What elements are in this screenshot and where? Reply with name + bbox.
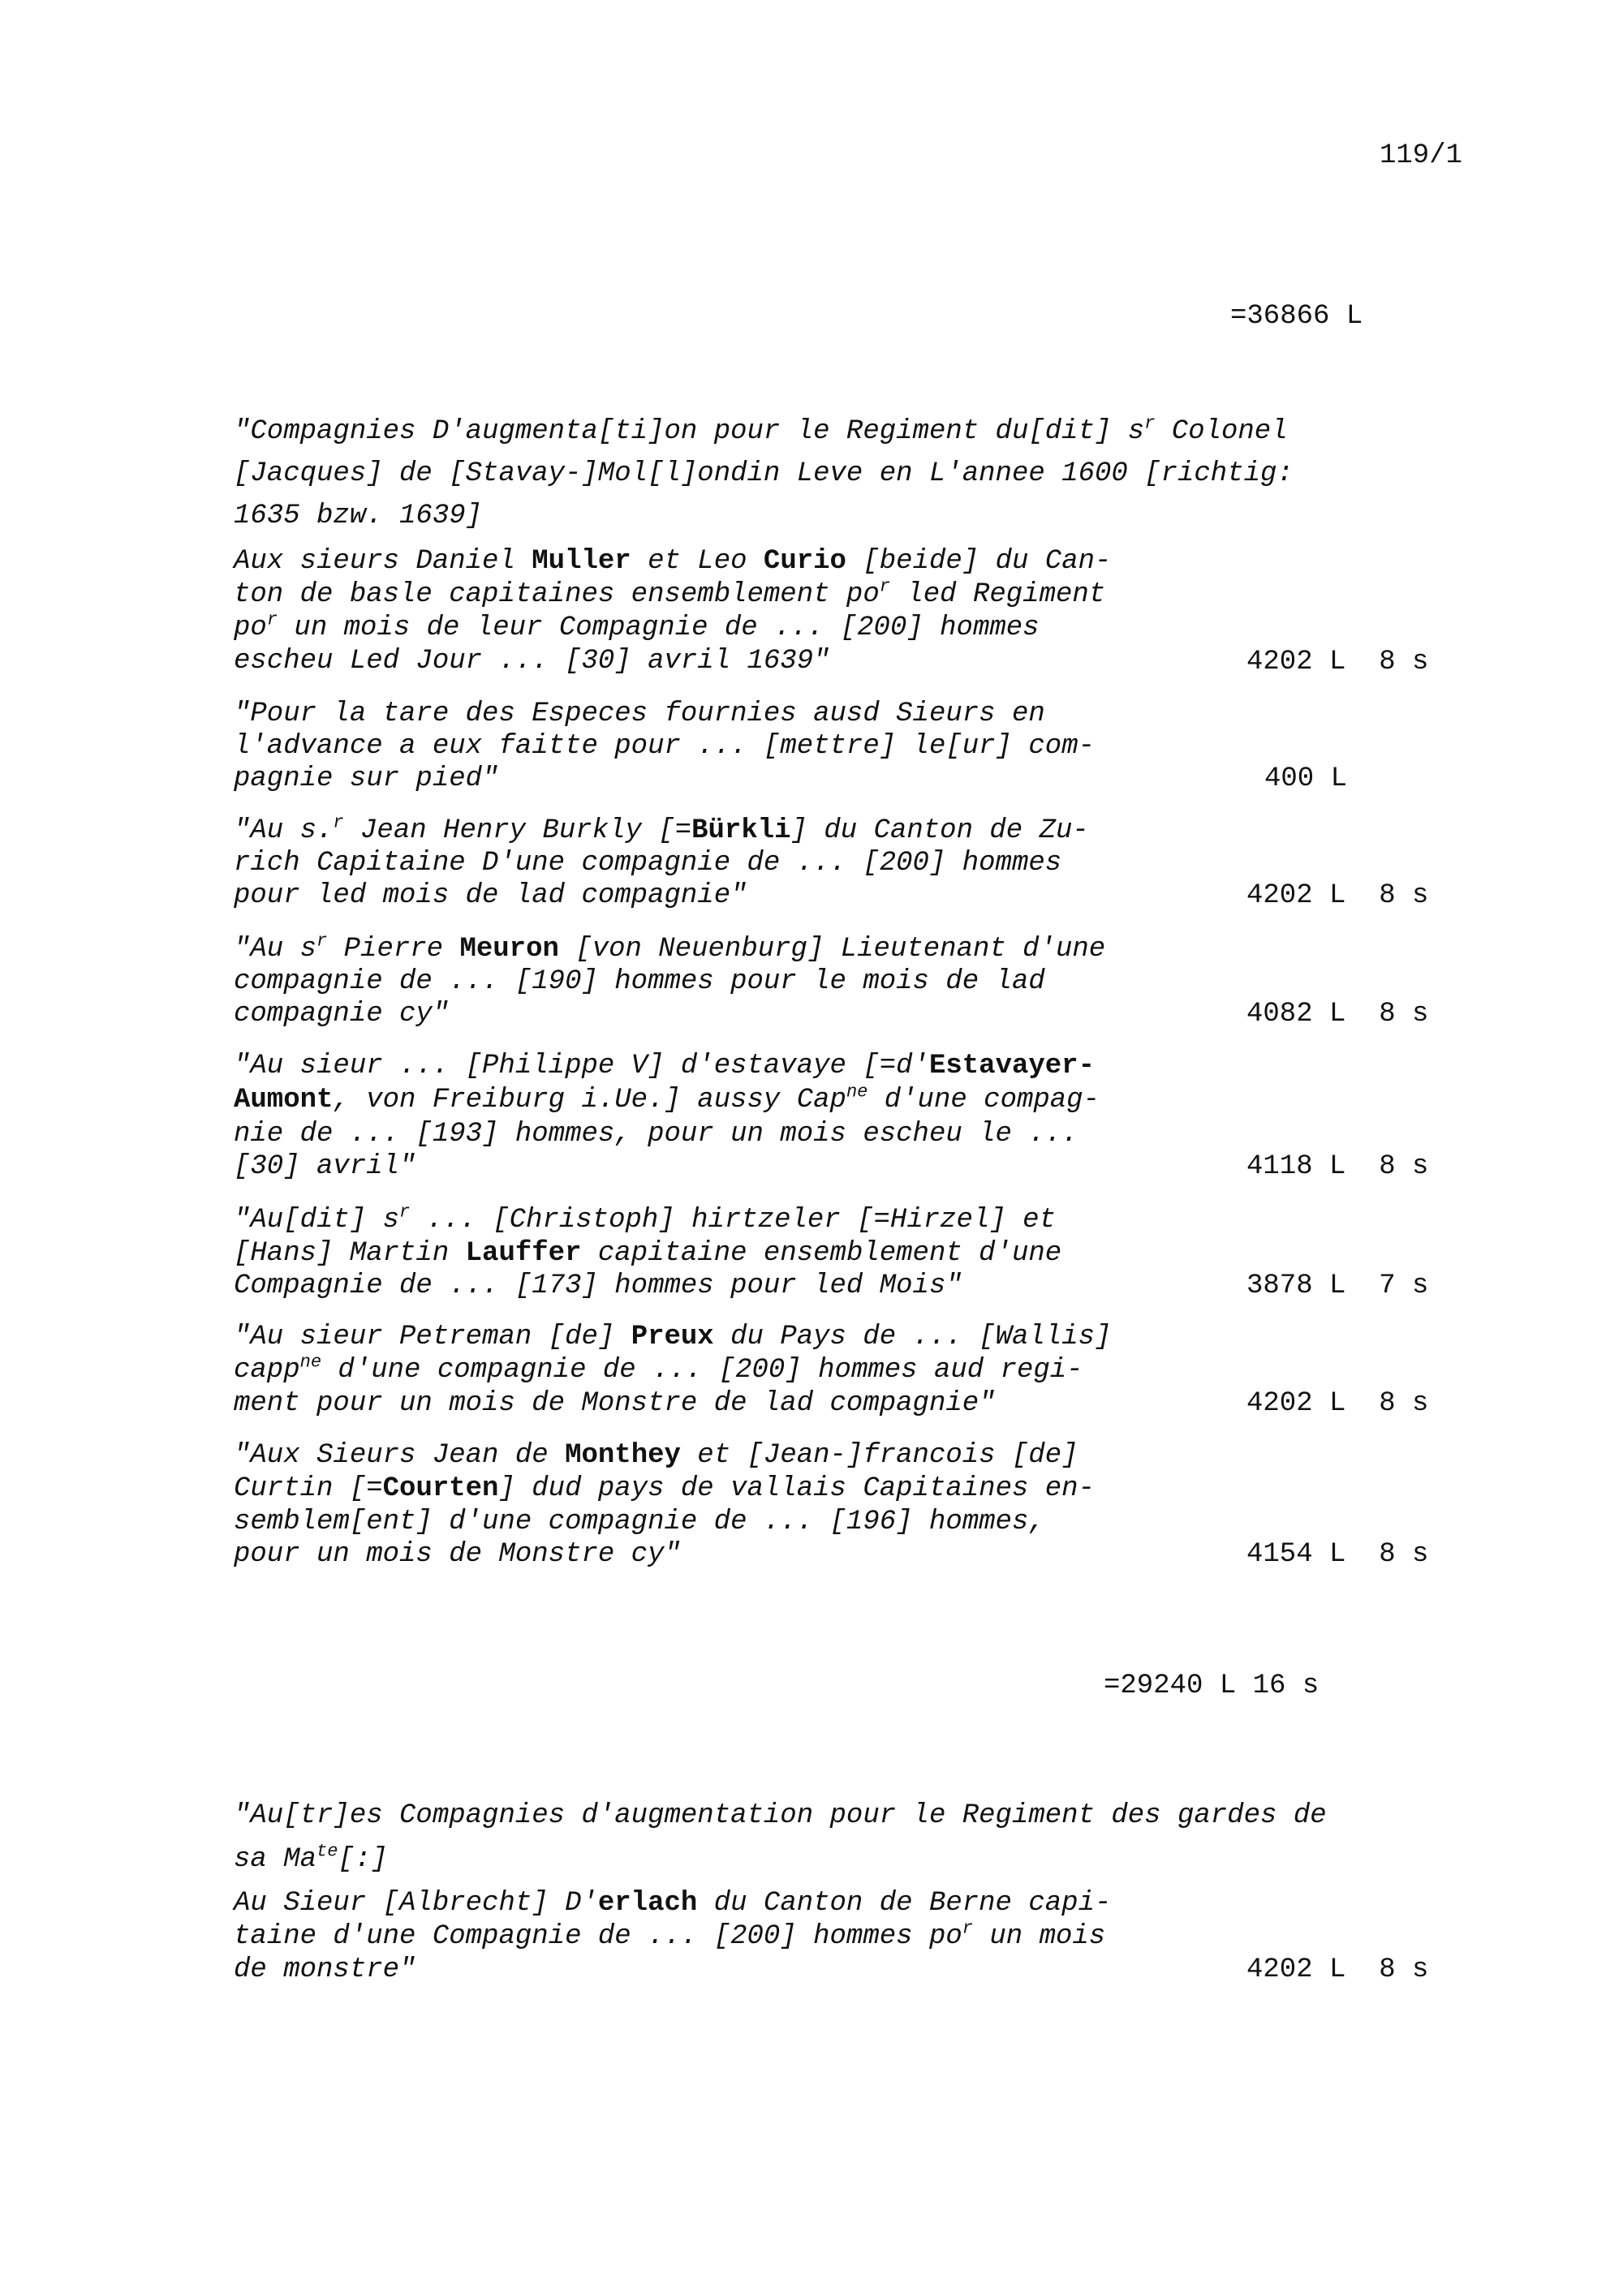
entry-text: nie de ... [193] hommes, pour un mois escheu le ... <box>234 1119 1078 1150</box>
running-total-1: =36866 L <box>1230 301 1363 332</box>
entry-text: "Au sieur Petreman [de] Preux du Pays de ... [Wallis] <box>234 1322 1112 1352</box>
entry-text: pour led mois de lad compagnie" <box>234 880 747 911</box>
entry-text: [Hans] Martin Lauffer capitaine ensemblement d'une <box>234 1238 1062 1269</box>
entry-text: compagnie cy" <box>234 999 450 1030</box>
entry-text: capp$^{ne}$ d'une compagnie de ... [200] hommes aud regi- <box>234 1352 1083 1386</box>
entry-text: compagnie de ... [190] hommes pour le mois de lad <box>234 966 1045 997</box>
section-heading-2-line-1: "Au[tr]es Compagnies d'augmentation pour le Regiment des gardes de <box>234 1800 1327 1831</box>
entry-text: "Au sieur ... [Philippe V] d'estavaye [=d'Estavayer- <box>234 1051 1095 1081</box>
running-total-2: =29240 L 16 s <box>1104 1670 1319 1701</box>
entry-text: "Au s.$^r$ Jean Henry Burkly [=Bürkli] du Canton de Zu- <box>234 812 1089 846</box>
entry-amount: 400 L <box>1264 763 1348 794</box>
entry-text: Au Sieur [Albrecht] D'erlach du Canton de Berne capi- <box>234 1888 1112 1919</box>
section-heading-1-line-1: "Compagnies D'augmenta[ti]on pour le Regiment du[dit] $s^r$ Colonel <box>234 413 1288 447</box>
entry-amount: 4082 L 8 s <box>1246 999 1429 1030</box>
entry-text: l'advance a eux faitte pour ... [mettre] le[ur] com- <box>234 731 1095 762</box>
entry-text: [30] avril" <box>234 1151 416 1182</box>
entry-amount: 4202 L 8 s <box>1246 1388 1429 1419</box>
entry-text: pour un mois de Monstre cy" <box>234 1539 681 1570</box>
entry-text: Curtin [=Courten] dud pays de vallais Capitaines en- <box>234 1473 1095 1504</box>
entry-text: "Pour la tare des Especes fournies ausd Sieurs en <box>234 699 1045 729</box>
entry-amount: 4202 L 8 s <box>1246 1954 1429 1985</box>
entry-text: taine d'une Compagnie de ... [200] hommes $po^r$ un mois <box>234 1918 1106 1952</box>
entry-text: "Au $s^r$ Pierre Meuron [von Neuenburg] Lieutenant d'une <box>234 931 1106 965</box>
entry-text: ment pour un mois de Monstre de lad compagnie" <box>234 1388 996 1419</box>
entry-text: $po^r$ un mois de leur Compagnie de ... [200] hommes <box>234 609 1040 643</box>
entry-amount: 4202 L 8 s <box>1246 880 1429 911</box>
entry-text: semblem[ent] d'une compagnie de ... [196] hommes, <box>234 1507 1045 1537</box>
entry-text: de monstre" <box>234 1954 416 1985</box>
entry-text: ton de basle capitaines ensemblement $po^r$ led Regiment <box>234 576 1106 610</box>
entry-amount: 4154 L 8 s <box>1246 1539 1429 1570</box>
section-heading-2-line-2: sa $Ma^{te}[:]$ <box>234 1841 388 1875</box>
entry-text: escheu Led Jour ... [30] avril 1639" <box>234 646 830 677</box>
entry-text: "Aux Sieurs Jean de Monthey et [Jean-]francois [de] <box>234 1440 1078 1471</box>
entry-text: Aumont, von Freiburg i.Ue.] aussy Cap$^{ne}$ d'une compag- <box>234 1081 1100 1116</box>
section-heading-1-line-3: 1635 bzw. 1639] <box>234 501 483 531</box>
entry-amount: 4202 L 8 s <box>1246 647 1429 677</box>
entry-amount: 3878 L 7 s <box>1246 1271 1429 1301</box>
entry-text: pagnie sur pied" <box>234 763 499 794</box>
entry-text: Aux sieurs Daniel Muller et Leo Curio [beide] du Can- <box>234 546 1112 577</box>
entry-text: rich Capitaine D'une compagnie de ... [200] hommes <box>234 848 1062 879</box>
page-number: 119/1 <box>1380 140 1463 171</box>
section-heading-1-line-2: [Jacques] de [Stavay-]Mol[l]ondin Leve en L'annee 1600 [richtig: <box>234 458 1294 489</box>
entry-text: Compagnie de ... [173] hommes pour led Mois" <box>234 1271 962 1301</box>
entry-text: "Au[dit] $s^r$ ... [Christoph] hirtzeler [=Hirzel] et <box>234 1202 1056 1236</box>
entry-amount: 4118 L 8 s <box>1246 1151 1429 1182</box>
